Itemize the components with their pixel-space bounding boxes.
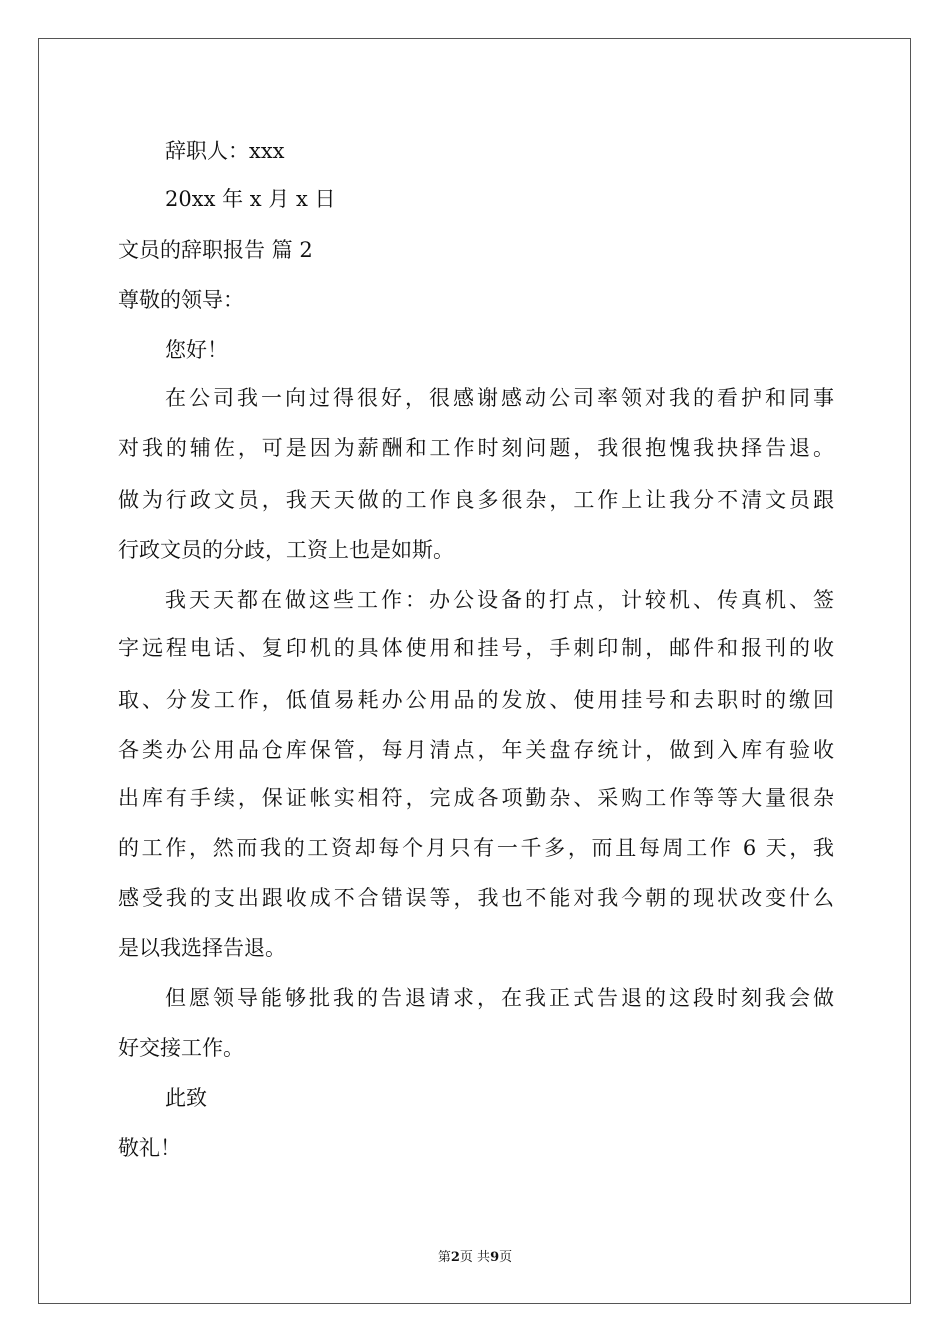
paragraph3-line2: 好交接工作。 xyxy=(118,1036,244,1060)
salutation: 尊敬的领导： xyxy=(118,288,244,312)
paragraph3-line1: 但愿领导能够批我的告退请求，在我正式告退的这段时刻我会做 xyxy=(165,986,834,1010)
date-line: 20xx 年 x 月 x 日 xyxy=(165,187,336,211)
closing-salute: 敬礼！ xyxy=(118,1136,181,1160)
paragraph1-line3: 做为行政文员，我天天做的工作良多很杂，工作上让我分不清文员跟 xyxy=(118,488,834,512)
paragraph2-line8: 是以我选择告退。 xyxy=(118,936,286,960)
paragraph2-line3: 取、分发工作，低值易耗办公用品的发放、使用挂号和去职时的缴回 xyxy=(118,688,834,712)
paragraph2-line1: 我天天都在做这些工作：办公设备的打点，计较机、传真机、签 xyxy=(165,588,834,612)
paragraph1-line4: 行政文员的分歧，工资上也是如斯。 xyxy=(118,538,454,562)
page-border xyxy=(38,38,911,1304)
footer-total-pages: 9 xyxy=(490,1250,500,1265)
signature-line: 辞职人：xxx xyxy=(165,139,285,163)
footer-prefix: 第 xyxy=(437,1250,451,1265)
paragraph2-line5: 出库有手续，保证帐实相符，完成各项勤杂、采购工作等等大量很杂 xyxy=(118,786,834,810)
paragraph2-line6: 的工作，然而我的工资却每个月只有一千多，而且每周工作 6 天，我 xyxy=(118,836,834,860)
paragraph2-line7: 感受我的支出跟收成不合错误等，我也不能对我今朝的现状改变什么 xyxy=(118,886,834,910)
footer-suffix: 页 xyxy=(499,1250,513,1265)
paragraph2-line4: 各类办公用品仓库保管，每月清点，年关盘存统计，做到入库有验收 xyxy=(118,738,834,762)
closing-this-regards: 此致 xyxy=(165,1086,207,1110)
paragraph2-line2: 字远程电话、复印机的具体使用和挂号，手刺印制，邮件和报刊的收 xyxy=(118,636,834,660)
page-footer xyxy=(0,1250,950,1266)
greeting: 您好！ xyxy=(165,338,228,362)
paragraph1-line2: 对我的辅佐，可是因为薪酬和工作时刻问题，我很抱愧我抉择告退。 xyxy=(118,436,834,460)
paragraph1-line1: 在公司我一向过得很好，很感谢感动公司率领对我的看护和同事 xyxy=(165,386,834,410)
footer-page-number: 2 xyxy=(450,1250,460,1265)
section-heading: 文员的辞职报告 篇 2 xyxy=(118,238,313,262)
footer-middle: 页 共 xyxy=(459,1250,491,1265)
